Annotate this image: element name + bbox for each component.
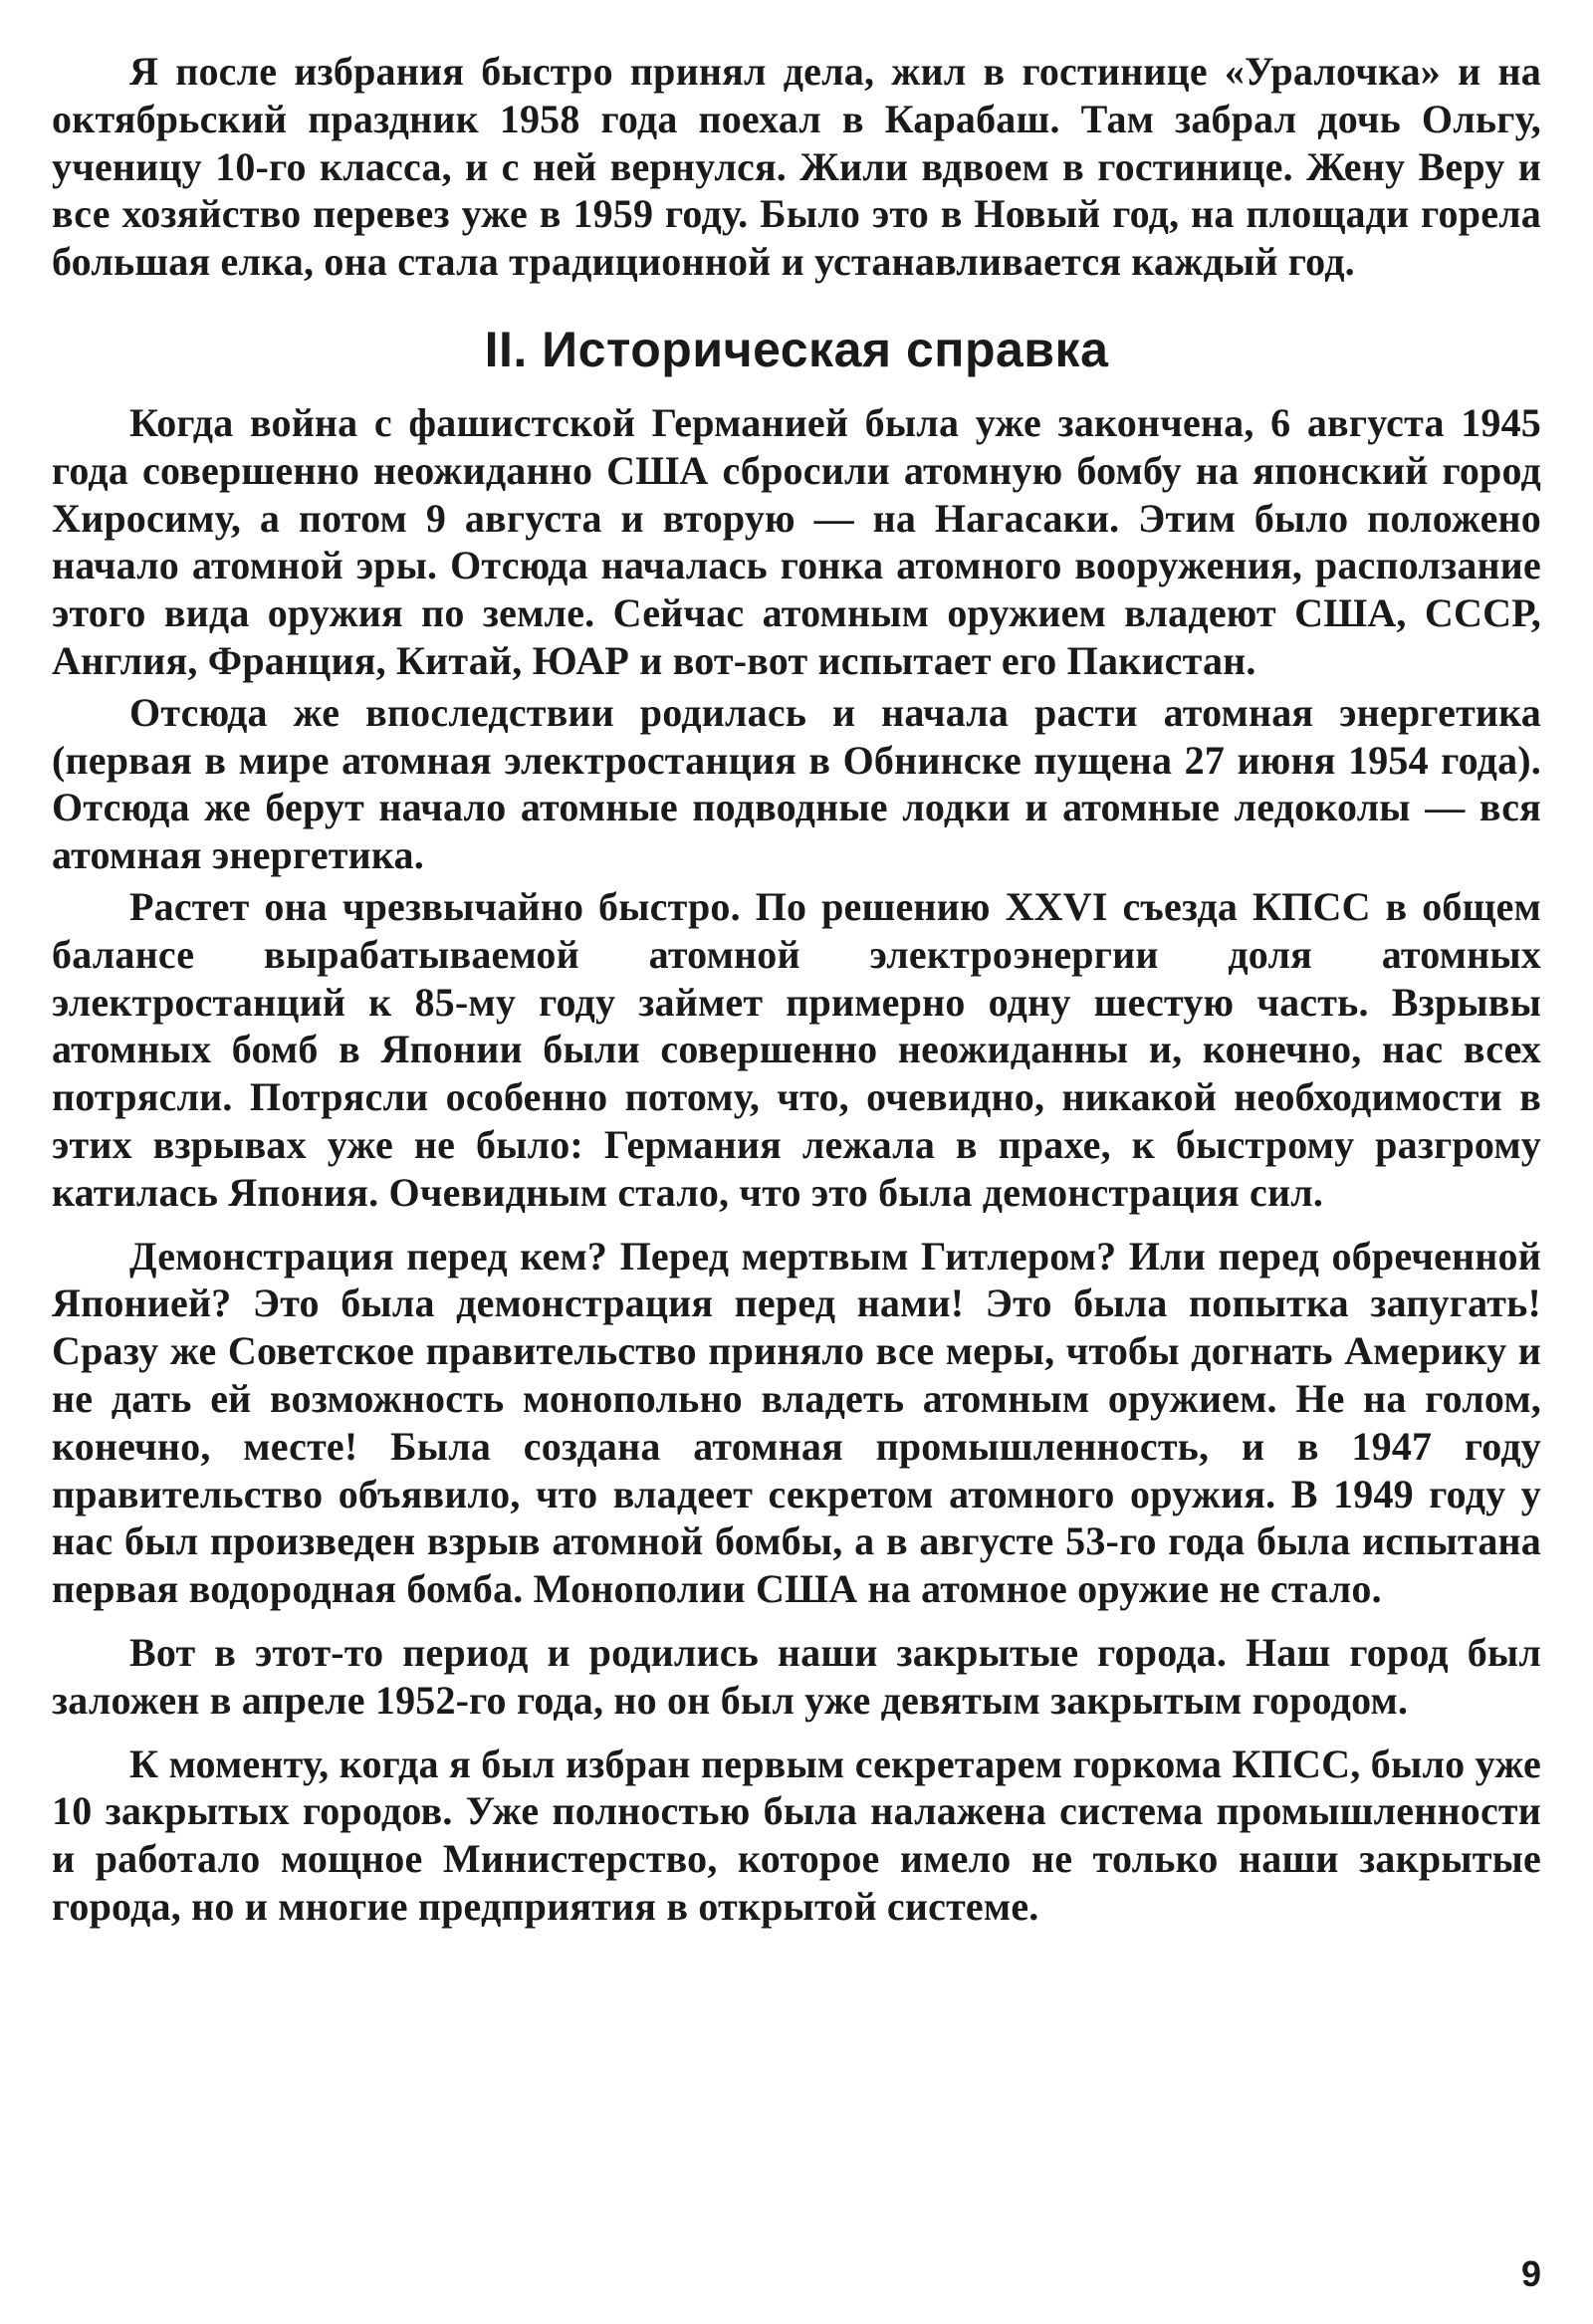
page-number: 9: [1520, 2253, 1541, 2294]
paragraph-atomic-energy: Отсюда же впоследствии родилась и начала расти атомная энергетика (первая в мире атомная электростанция в Обнинске пущена 27 июня 1954 года). Отсюда же берут начало атомные подводные лодки и атомные ледоколы — вся атомная энергетика.: [52, 689, 1541, 878]
paragraph-atomic-era: Когда война с фашистской Германией была уже закончена, 6 августа 1945 года совершенно неожиданно США сбросили атомную бомбу на японский город Хиросиму, а потом 9 августа и вторую — на Нагасаки. Этим было положено начало атомной эры. Отсюда началась гонка атомного вооружения, расползание этого вида оружия по земле. Сейчас атомным оружием владеют США, СССР, Англия, Франция, Китай, ЮАР и вот-вот испытает его Пакистан.: [52, 399, 1541, 683]
paragraph-first-secretary: К моменту, когда я был избран первым секретарем горкома КПСС, было уже 10 закрытых городов. Уже полностью была налажена система промышленности и работало мощное Министерство, которое имело не только наши закрытые города, но и многие предприятия в открытой системе.: [52, 1741, 1541, 1929]
paragraph-closed-cities: Вот в этот-то период и родились наши закрытые города. Наш город был заложен в апреле 1952-го года, но он был уже девятым закрытым городом.: [52, 1629, 1541, 1723]
paragraph-demonstration: Демонстрация перед кем? Перед мертвым Гитлером? Или перед обреченной Японией? Это была демонстрация перед нами! Это была попытка запугать! Сразу же Советское правительство приняло все меры, чтобы догнать Америку и не дать ей возможность монопольно владеть атомным оружием. Не на голом, конечно, месте! Была создана атомная промышленность, и в 1947 году правительство объявило, что владеет секретом атомного оружия. В 1949 году у нас был произведен взрыв атомной бомбы, а в августе 53-го года была испытана первая водородная бомба. Монополии США на атомное оружие не стало.: [52, 1233, 1541, 1612]
intro-paragraph: Я после избрания быстро принял дела, жил в гостинице «Уралочка» и на октябрьский праздник 1958 года поехал в Карабаш. Там забрал дочь Ольгу, ученицу 10-го класса, и с ней вернулся. Жили вдвоем в гостинице. Жену Веру и все хозяйство перевез уже в 1959 году. Было это в Новый год, на площади горела большая елка, она стала традиционной и устанавливается каждый год.: [52, 49, 1541, 285]
paragraph-growth: Растет она чрезвычайно быстро. По решению XXVI съезда КПСС в общем балансе вырабатываемой атомной электроэнергии доля атомных электростанций к 85-му году займет примерно одну шестую часть. Взрывы атомных бомб в Японии были совершенно неожиданны и, конечно, нас всех потрясли. Потрясли особенно потому, что, очевидно, никакой необходимости в этих взрывах уже не было: Германия лежала в прахе, к быстрому разгрому катилась Япония. Очевидным стало, что это была демонстрация сил.: [52, 883, 1541, 1215]
section-heading: II. Историческая справка: [484, 321, 1109, 377]
book-page: [52, 48, 1541, 1931]
